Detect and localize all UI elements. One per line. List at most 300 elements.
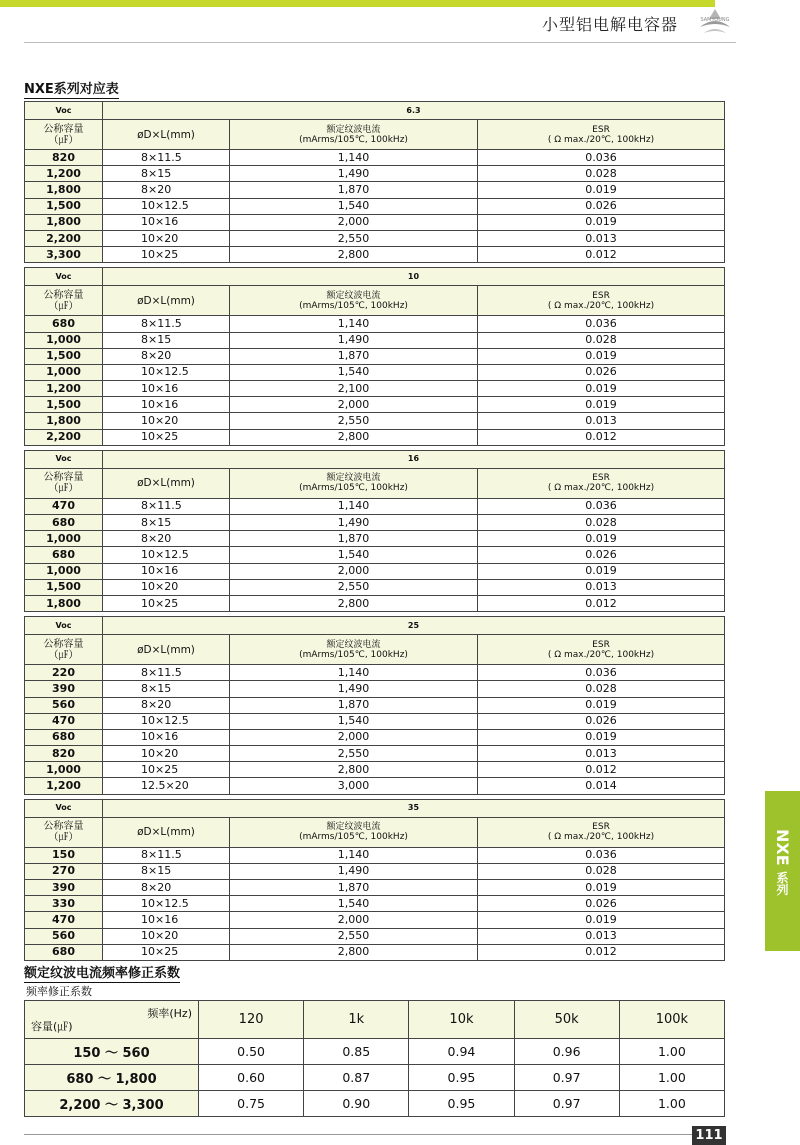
- frequency-row: [25, 1091, 725, 1117]
- capacitance-header: [25, 120, 103, 150]
- size-cell: 10×25: [103, 595, 230, 611]
- voltage-row: [25, 268, 725, 286]
- size-cell: 10×20: [103, 928, 230, 944]
- top-accent-bar: [0, 0, 715, 7]
- size-cell: 8×11.5: [103, 665, 230, 681]
- frequency-header-cell: 120: [199, 1001, 304, 1039]
- frequency-header-cell: 100k: [619, 1001, 724, 1039]
- coefficient-cell: 0.96: [514, 1039, 619, 1065]
- esr-cell: 0.012: [478, 762, 725, 778]
- esr-cell: 0.019: [478, 182, 725, 198]
- capacitance-cell: 1,000: [25, 332, 103, 348]
- voltage-row: [25, 617, 725, 635]
- frequency-row: [25, 1065, 725, 1091]
- voltage-label-cell: Voc: [25, 102, 103, 120]
- ripple-current-cell: 2,100: [230, 381, 478, 397]
- esr-cell: 0.019: [478, 729, 725, 745]
- esr-cell: 0.013: [478, 230, 725, 246]
- frequency-corner-cell: [25, 1001, 199, 1039]
- esr-cell: 0.028: [478, 332, 725, 348]
- capacitance-cell: 390: [25, 681, 103, 697]
- size-cell: 10×16: [103, 912, 230, 928]
- table-row: [25, 198, 725, 214]
- size-cell: 8×20: [103, 697, 230, 713]
- capacitance-header: [25, 286, 103, 316]
- voltage-group-table: [24, 799, 725, 961]
- ripple-current-cell: 2,800: [230, 595, 478, 611]
- coefficient-cell: 0.97: [514, 1065, 619, 1091]
- section-title-frequency: 额定纹波电流频率修正系数: [24, 962, 180, 983]
- size-cell: 10×12.5: [103, 713, 230, 729]
- size-cell: 10×16: [103, 563, 230, 579]
- ripple-current-cell: 1,140: [230, 316, 478, 332]
- ripple-header-line1: 额定纹波电流: [326, 124, 381, 135]
- table-row: [25, 332, 725, 348]
- table-row: [25, 214, 725, 230]
- capacitance-cell: 820: [25, 746, 103, 762]
- ripple-current-cell: 2,000: [230, 729, 478, 745]
- voltage-value-cell: 16: [103, 450, 725, 468]
- ripple-current-cell: 1,540: [230, 713, 478, 729]
- ripple-header-line2: (mArms/105℃, 100kHz): [299, 300, 408, 311]
- voltage-row: [25, 799, 725, 817]
- column-header-row: [25, 817, 725, 847]
- capacitance-cell: 2,200: [25, 230, 103, 246]
- column-header-row: [25, 468, 725, 498]
- table-row: [25, 429, 725, 445]
- size-cell: 10×20: [103, 230, 230, 246]
- esr-cell: 0.012: [478, 595, 725, 611]
- capacitance-cell: 1,000: [25, 762, 103, 778]
- table-row: [25, 579, 725, 595]
- esr-cell: 0.026: [478, 364, 725, 380]
- ripple-header-line2: (mArms/105℃, 100kHz): [299, 649, 408, 660]
- capacitance-axis-label: 容量(㎌): [31, 1020, 73, 1033]
- esr-cell: 0.014: [478, 778, 725, 794]
- esr-cell: 0.019: [478, 531, 725, 547]
- size-cell: 10×25: [103, 247, 230, 263]
- coefficient-cell: 0.97: [514, 1091, 619, 1117]
- esr-cell: 0.036: [478, 665, 725, 681]
- esr-header: [478, 468, 725, 498]
- table-row: [25, 166, 725, 182]
- size-header: øD×L(mm): [103, 468, 230, 498]
- esr-cell: 0.019: [478, 563, 725, 579]
- frequency-header-cell: 10k: [409, 1001, 514, 1039]
- esr-cell: 0.019: [478, 348, 725, 364]
- voltage-group-table: [24, 101, 725, 263]
- ripple-current-cell: 2,800: [230, 247, 478, 263]
- ripple-current-cell: 1,490: [230, 166, 478, 182]
- page-header-title: 小型铝电解电容器: [542, 15, 679, 34]
- esr-header-line2: ( Ω max./20℃, 100kHz): [547, 483, 655, 494]
- capacitance-cell: 470: [25, 912, 103, 928]
- ripple-header-line1: 额定纹波电流: [326, 822, 381, 833]
- ripple-current-cell: 1,490: [230, 681, 478, 697]
- ripple-header-line2: (mArms/105℃, 100kHz): [299, 832, 408, 843]
- esr-cell: 0.019: [478, 697, 725, 713]
- table-row: [25, 515, 725, 531]
- capacitance-header-line2: （㎌）: [48, 300, 79, 312]
- ripple-current-cell: 1,540: [230, 896, 478, 912]
- capacitance-cell: 1,000: [25, 364, 103, 380]
- table-row: [25, 665, 725, 681]
- capacitance-range-cell: 150 ～ 560: [25, 1039, 199, 1065]
- esr-cell: 0.036: [478, 498, 725, 514]
- frequency-header-row: [25, 1001, 725, 1039]
- capacitance-cell: 680: [25, 316, 103, 332]
- esr-header-line1: ESR: [592, 124, 610, 135]
- capacitance-cell: 470: [25, 498, 103, 514]
- esr-header-line2: ( Ω max./20℃, 100kHz): [547, 832, 655, 843]
- section-title-series-table: NXE系列对应表: [24, 78, 119, 99]
- ripple-current-header: [230, 468, 478, 498]
- frequency-header-cell: 50k: [514, 1001, 619, 1039]
- coefficient-cell: 0.60: [199, 1065, 304, 1091]
- capacitance-cell: 470: [25, 713, 103, 729]
- table-row: [25, 381, 725, 397]
- table-row: [25, 944, 725, 960]
- esr-cell: 0.019: [478, 880, 725, 896]
- page-number: 111: [692, 1126, 726, 1145]
- capacitance-header-line1: 公称容量: [43, 123, 84, 135]
- ripple-current-cell: 1,140: [230, 847, 478, 863]
- size-cell: 10×20: [103, 746, 230, 762]
- table-row: [25, 697, 725, 713]
- capacitance-header: [25, 635, 103, 665]
- voltage-value-cell: 25: [103, 617, 725, 635]
- table-row: [25, 547, 725, 563]
- capacitance-cell: 1,000: [25, 531, 103, 547]
- ripple-current-cell: 1,870: [230, 880, 478, 896]
- esr-header: [478, 120, 725, 150]
- size-cell: 10×16: [103, 381, 230, 397]
- table-row: [25, 413, 725, 429]
- capacitance-cell: 1,200: [25, 166, 103, 182]
- capacitance-header-line1: 公称容量: [43, 289, 84, 301]
- ripple-current-cell: 2,800: [230, 762, 478, 778]
- esr-cell: 0.028: [478, 681, 725, 697]
- capacitance-cell: 330: [25, 896, 103, 912]
- column-header-row: [25, 635, 725, 665]
- esr-cell: 0.012: [478, 944, 725, 960]
- capacitance-cell: 560: [25, 697, 103, 713]
- table-row: [25, 713, 725, 729]
- esr-cell: 0.019: [478, 381, 725, 397]
- size-cell: 8×11.5: [103, 150, 230, 166]
- series-side-tab: [765, 791, 800, 951]
- ripple-current-header: [230, 817, 478, 847]
- frequency-axis-label: 频率(Hz): [147, 1007, 192, 1020]
- size-header: øD×L(mm): [103, 635, 230, 665]
- ripple-current-cell: 1,540: [230, 198, 478, 214]
- table-row: [25, 230, 725, 246]
- voltage-group-table: [24, 450, 725, 612]
- ripple-current-cell: 1,870: [230, 531, 478, 547]
- table-row: [25, 896, 725, 912]
- esr-header: [478, 817, 725, 847]
- esr-cell: 0.013: [478, 413, 725, 429]
- table-row: [25, 681, 725, 697]
- esr-cell: 0.036: [478, 150, 725, 166]
- voltage-value-cell: 6.3: [103, 102, 725, 120]
- ripple-header-line2: (mArms/105℃, 100kHz): [299, 483, 408, 494]
- table-row: [25, 316, 725, 332]
- column-header-row: [25, 286, 725, 316]
- capacitance-cell: 220: [25, 665, 103, 681]
- capacitance-header: [25, 468, 103, 498]
- voltage-group-table: [24, 616, 725, 795]
- size-cell: 8×11.5: [103, 316, 230, 332]
- capacitance-header-line1: 公称容量: [43, 638, 84, 650]
- capacitance-cell: 1,500: [25, 579, 103, 595]
- table-row: [25, 928, 725, 944]
- capacitance-cell: 680: [25, 729, 103, 745]
- capacitance-header: [25, 817, 103, 847]
- capacitance-header-line2: （㎌）: [48, 832, 79, 844]
- table-row: [25, 498, 725, 514]
- table-row: [25, 563, 725, 579]
- footer-divider: [24, 1134, 692, 1135]
- capacitance-range-cell: 2,200 ～ 3,300: [25, 1091, 199, 1117]
- size-cell: 8×15: [103, 166, 230, 182]
- table-row: [25, 364, 725, 380]
- esr-cell: 0.026: [478, 713, 725, 729]
- capacitance-cell: 1,200: [25, 778, 103, 794]
- ripple-current-header: [230, 120, 478, 150]
- ripple-header-line1: 额定纹波电流: [326, 639, 381, 650]
- voltage-label-cell: Voc: [25, 268, 103, 286]
- series-tables: [24, 101, 725, 965]
- ripple-current-cell: 1,140: [230, 150, 478, 166]
- esr-cell: 0.019: [478, 397, 725, 413]
- table-row: [25, 595, 725, 611]
- coefficient-cell: 1.00: [619, 1065, 724, 1091]
- esr-header-line1: ESR: [592, 639, 610, 650]
- esr-cell: 0.036: [478, 316, 725, 332]
- table-row: [25, 182, 725, 198]
- ripple-current-cell: 1,490: [230, 515, 478, 531]
- side-tab-series: NXE: [773, 829, 792, 866]
- esr-cell: 0.013: [478, 579, 725, 595]
- capacitance-header-line2: （㎌）: [48, 649, 79, 661]
- ripple-current-cell: 2,550: [230, 928, 478, 944]
- ripple-current-header: [230, 635, 478, 665]
- table-row: [25, 912, 725, 928]
- voltage-row: [25, 102, 725, 120]
- table-row: [25, 762, 725, 778]
- capacitance-cell: 560: [25, 928, 103, 944]
- esr-header-line1: ESR: [592, 290, 610, 301]
- size-header: øD×L(mm): [103, 120, 230, 150]
- size-cell: 8×15: [103, 681, 230, 697]
- esr-cell: 0.026: [478, 547, 725, 563]
- capacitance-cell: 1,500: [25, 348, 103, 364]
- coefficient-cell: 0.50: [199, 1039, 304, 1065]
- side-tab-label: [765, 829, 800, 895]
- coefficient-cell: 0.95: [409, 1065, 514, 1091]
- size-cell: 10×12.5: [103, 364, 230, 380]
- capacitance-header-line1: 公称容量: [43, 472, 84, 484]
- capacitance-cell: 680: [25, 515, 103, 531]
- capacitance-cell: 1,800: [25, 182, 103, 198]
- header-divider: [24, 42, 736, 43]
- size-cell: 10×16: [103, 397, 230, 413]
- ripple-current-cell: 1,490: [230, 863, 478, 879]
- size-cell: 10×20: [103, 413, 230, 429]
- table-row: [25, 778, 725, 794]
- coefficient-cell: 1.00: [619, 1039, 724, 1065]
- ripple-current-cell: 2,550: [230, 230, 478, 246]
- esr-cell: 0.019: [478, 912, 725, 928]
- size-cell: 10×20: [103, 579, 230, 595]
- ripple-current-cell: 3,000: [230, 778, 478, 794]
- capacitance-cell: 2,200: [25, 429, 103, 445]
- esr-header-line2: ( Ω max./20℃, 100kHz): [547, 649, 655, 660]
- coefficient-cell: 0.75: [199, 1091, 304, 1117]
- capacitance-cell: 150: [25, 847, 103, 863]
- esr-header-line2: ( Ω max./20℃, 100kHz): [547, 134, 655, 145]
- table-row: [25, 348, 725, 364]
- esr-header-line1: ESR: [592, 822, 610, 833]
- ripple-current-cell: 2,550: [230, 746, 478, 762]
- esr-cell: 0.013: [478, 928, 725, 944]
- table-row: [25, 397, 725, 413]
- size-cell: 10×25: [103, 944, 230, 960]
- ripple-current-cell: 1,870: [230, 182, 478, 198]
- ripple-current-cell: 1,870: [230, 348, 478, 364]
- capacitance-cell: 390: [25, 880, 103, 896]
- capacitance-cell: 3,300: [25, 247, 103, 263]
- ripple-current-cell: 1,540: [230, 364, 478, 380]
- voltage-group-table: [24, 267, 725, 446]
- coefficient-cell: 0.87: [304, 1065, 409, 1091]
- size-cell: 12.5×20: [103, 778, 230, 794]
- coefficient-cell: 0.90: [304, 1091, 409, 1117]
- ripple-current-cell: 2,000: [230, 912, 478, 928]
- side-tab-suffix: 系列: [775, 871, 789, 896]
- capacitance-cell: 1,000: [25, 563, 103, 579]
- ripple-current-header: [230, 286, 478, 316]
- esr-cell: 0.028: [478, 515, 725, 531]
- capacitance-header-line2: （㎌）: [48, 483, 79, 495]
- size-cell: 10×25: [103, 429, 230, 445]
- voltage-label-cell: Voc: [25, 617, 103, 635]
- table-row: [25, 746, 725, 762]
- capacitance-cell: 1,800: [25, 413, 103, 429]
- capacitance-range-cell: 680 ～ 1,800: [25, 1065, 199, 1091]
- capacitance-cell: 1,200: [25, 381, 103, 397]
- table-row: [25, 847, 725, 863]
- ripple-current-cell: 1,140: [230, 498, 478, 514]
- size-header: øD×L(mm): [103, 286, 230, 316]
- capacitance-cell: 1,800: [25, 214, 103, 230]
- esr-cell: 0.013: [478, 746, 725, 762]
- capacitance-header-line2: （㎌）: [48, 134, 79, 146]
- size-cell: 10×12.5: [103, 896, 230, 912]
- esr-cell: 0.012: [478, 247, 725, 263]
- size-cell: 8×20: [103, 348, 230, 364]
- size-cell: 10×12.5: [103, 198, 230, 214]
- voltage-row: [25, 450, 725, 468]
- table-row: [25, 531, 725, 547]
- size-cell: 8×11.5: [103, 498, 230, 514]
- size-header: øD×L(mm): [103, 817, 230, 847]
- size-cell: 8×15: [103, 332, 230, 348]
- esr-header: [478, 635, 725, 665]
- esr-cell: 0.026: [478, 896, 725, 912]
- table-row: [25, 247, 725, 263]
- size-cell: 8×11.5: [103, 847, 230, 863]
- column-header-row: [25, 120, 725, 150]
- capacitance-cell: 1,500: [25, 397, 103, 413]
- ripple-current-cell: 1,540: [230, 547, 478, 563]
- size-cell: 10×25: [103, 762, 230, 778]
- samyoung-logo-icon: [694, 7, 736, 39]
- capacitance-cell: 1,800: [25, 595, 103, 611]
- capacitance-cell: 820: [25, 150, 103, 166]
- voltage-label-cell: Voc: [25, 799, 103, 817]
- ripple-current-cell: 2,000: [230, 563, 478, 579]
- esr-header-line2: ( Ω max./20℃, 100kHz): [547, 300, 655, 311]
- coefficient-cell: 0.94: [409, 1039, 514, 1065]
- frequency-row: [25, 1039, 725, 1065]
- size-cell: 10×16: [103, 729, 230, 745]
- section-subtitle-frequency: 频率修正系数: [26, 985, 92, 998]
- capacitance-header-line1: 公称容量: [43, 821, 84, 833]
- table-row: [25, 150, 725, 166]
- voltage-label-cell: Voc: [25, 450, 103, 468]
- ripple-current-cell: 1,490: [230, 332, 478, 348]
- size-cell: 8×20: [103, 182, 230, 198]
- ripple-current-cell: 2,800: [230, 429, 478, 445]
- ripple-current-cell: 2,000: [230, 397, 478, 413]
- ripple-header-line1: 额定纹波电流: [326, 473, 381, 484]
- ripple-header-line2: (mArms/105℃, 100kHz): [299, 134, 408, 145]
- esr-cell: 0.012: [478, 429, 725, 445]
- capacitance-cell: 680: [25, 944, 103, 960]
- size-cell: 10×16: [103, 214, 230, 230]
- table-row: [25, 729, 725, 745]
- size-cell: 8×20: [103, 531, 230, 547]
- voltage-value-cell: 35: [103, 799, 725, 817]
- ripple-current-cell: 1,870: [230, 697, 478, 713]
- coefficient-cell: 0.95: [409, 1091, 514, 1117]
- size-cell: 10×12.5: [103, 547, 230, 563]
- ripple-current-cell: 2,000: [230, 214, 478, 230]
- table-row: [25, 863, 725, 879]
- ripple-current-cell: 2,550: [230, 579, 478, 595]
- voltage-value-cell: 10: [103, 268, 725, 286]
- esr-header-line1: ESR: [592, 473, 610, 484]
- capacitance-cell: 680: [25, 547, 103, 563]
- frequency-header-cell: 1k: [304, 1001, 409, 1039]
- capacitance-cell: 1,500: [25, 198, 103, 214]
- esr-cell: 0.036: [478, 847, 725, 863]
- frequency-correction-table: [24, 1000, 725, 1117]
- logo-text: SAMYOUNG: [700, 17, 730, 23]
- size-cell: 8×15: [103, 863, 230, 879]
- esr-cell: 0.019: [478, 214, 725, 230]
- coefficient-cell: 1.00: [619, 1091, 724, 1117]
- esr-cell: 0.028: [478, 863, 725, 879]
- esr-cell: 0.028: [478, 166, 725, 182]
- ripple-current-cell: 2,550: [230, 413, 478, 429]
- size-cell: 8×15: [103, 515, 230, 531]
- coefficient-cell: 0.85: [304, 1039, 409, 1065]
- esr-cell: 0.026: [478, 198, 725, 214]
- size-cell: 8×20: [103, 880, 230, 896]
